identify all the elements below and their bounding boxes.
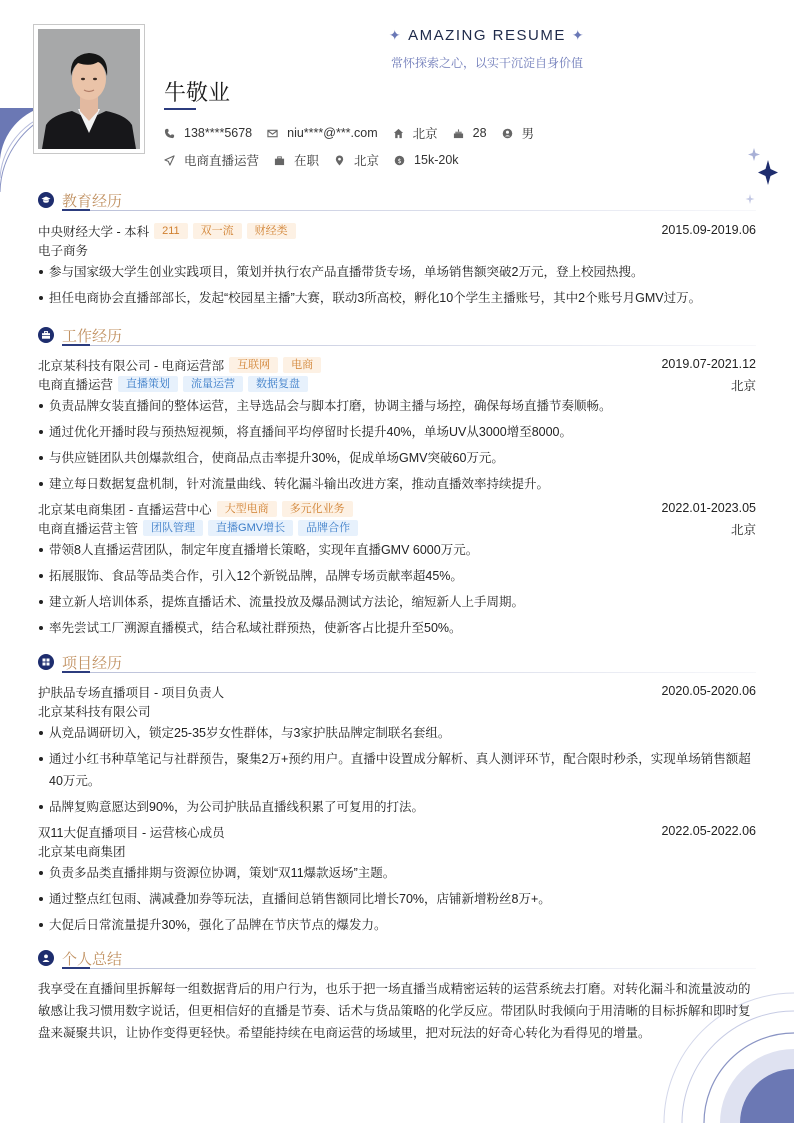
section-divider	[62, 345, 756, 346]
major: 电子商务	[38, 243, 89, 258]
email-info	[267, 126, 378, 140]
list-item: 担任电商协会直播部部长，发起“校园星主播”大赛，联动3所高校，孵化10个学生主播账号，其中2个账号月GMV过万。	[38, 287, 756, 309]
city-value: 北京	[412, 127, 438, 141]
job-title-info	[164, 151, 259, 169]
list-item: 参与国家级大学生创业实践项目，策划并执行农产品直播带货专场，单场销售额突破2万元，登上校园热搜。	[38, 261, 756, 283]
work-period: 2022.01-2023.05	[661, 501, 756, 515]
project-role: 护肤品专场直播项目 - 项目负责人	[38, 685, 225, 700]
work-bullets	[38, 395, 756, 495]
list-item: 品牌复购意愿达到90%，为公司护肤品直播线积累了可复用的打法。	[38, 796, 756, 818]
basic-info-row-2	[164, 151, 474, 169]
target-city-value: 北京	[354, 154, 380, 168]
graduation-cap-icon	[38, 192, 54, 208]
list-item: 带领8人直播运营团队，制定年度直播增长策略，实现年直播GMV 6000万元。	[38, 539, 756, 561]
work-period: 2019.07-2021.12	[661, 357, 756, 371]
age-info	[453, 126, 487, 140]
work-entry-heading	[38, 355, 756, 374]
email-value: niu****@***.com	[287, 126, 378, 140]
work-entry	[38, 355, 756, 495]
education-bullets	[38, 261, 756, 309]
svg-text:$: $	[397, 156, 402, 165]
project-org: 北京某电商集团	[38, 844, 126, 859]
status-info	[274, 151, 319, 169]
project-entry-heading	[38, 822, 756, 841]
project-entry	[38, 822, 756, 936]
gender-info	[502, 124, 535, 142]
list-item: 大促后日常流量提升30%，强化了品牌在节庆节点的爆发力。	[38, 914, 756, 936]
list-item: 建立新人培训体系，提炼直播话术、流量投放及爆品测试方法论，缩短新人上手周期。	[38, 591, 756, 613]
skill-tag: 直播策划	[118, 376, 178, 392]
candidate-name: 牛敬业	[164, 80, 231, 105]
project-entry	[38, 682, 756, 818]
skill-tag: 品牌合作	[298, 520, 358, 536]
work-bullets	[38, 539, 756, 639]
project-role: 双11大促直播项目 - 运营核心成员	[38, 825, 225, 840]
list-item: 率先尝试工厂溯源直播模式，结合私域社群预热，使新客占比提升至50%。	[38, 617, 756, 639]
list-item: 建立每日数据复盘机制，针对流量曲线、转化漏斗输出改进方案，推动直播效率持续提升。	[38, 473, 756, 495]
summary-text: 我享受在直播间里拆解每一组数据背后的用户行为，也乐于把一场直播当成精密运转的运营系统去打磨。对转化漏斗和流量波动的敏感让我习惯用数字说话，但更相信好的直播是节奏、话术与货品策略的化学反应。带团队时我倾向于用清晰的目标拆解和即时复盘来凝聚共识，让协作变得更轻快。希望能持续在电商运营的场域里，把对玩法的好奇心转化为看得见的增量。	[38, 982, 751, 1040]
work-location: 北京	[730, 523, 756, 537]
work-entry-heading	[38, 499, 756, 518]
education-entry-heading	[38, 221, 756, 240]
education-section	[38, 188, 756, 313]
list-item: 负责品牌女装直播间的整体运营，主导选品会与脚本打磨，协调主播与场控，确保每场直播节奏顺畅。	[38, 395, 756, 417]
project-bullets	[38, 862, 756, 936]
money-icon	[394, 155, 405, 166]
gender-value: 男	[521, 127, 535, 141]
education-section-title: 教育经历	[62, 192, 123, 210]
mail-icon	[267, 128, 278, 139]
salary-info	[394, 153, 458, 167]
home-icon	[393, 128, 404, 139]
user-icon	[38, 950, 54, 966]
age-value: 28	[472, 126, 487, 140]
slogan-title-text: AMAZING RESUME	[408, 27, 566, 44]
list-item: 从竞品调研切入，锁定25-35岁女性群体，与3家护肤品牌定制联名套组。	[38, 722, 756, 744]
section-divider	[62, 968, 756, 969]
company-dept: 北京某电商集团 - 直播运营中心	[38, 502, 212, 517]
profile-photo-frame	[33, 24, 145, 154]
phone-info	[164, 126, 252, 140]
list-item: 通过小红书种草笔记与社群预告，聚集2万+预约用户。直播中设置成分解析、真人测评环节，配合限时秒杀，实现单场销售额超40万元。	[38, 748, 756, 792]
project-org: 北京某科技有限公司	[38, 704, 151, 719]
work-position-row	[38, 374, 756, 393]
summary-section-header	[38, 946, 756, 970]
project-period: 2020.05-2020.06	[661, 684, 756, 698]
section-divider	[62, 210, 756, 211]
work-section	[38, 323, 756, 643]
company-dept: 北京某科技有限公司 - 电商运营部	[38, 358, 225, 373]
project-period: 2022.05-2022.06	[661, 824, 756, 838]
section-divider	[62, 672, 756, 673]
list-item: 通过优化开播时段与预热短视频，将直播间平均停留时长提升40%，单场UV从3000增至8000。	[38, 421, 756, 443]
company-tag: 互联网	[229, 357, 278, 373]
school-tag: 双一流	[193, 223, 242, 239]
job-title-value: 电商直播运营	[184, 154, 260, 168]
project-org-row	[38, 841, 756, 860]
work-entry	[38, 499, 756, 639]
project-bullets	[38, 722, 756, 818]
person-portrait-icon	[38, 29, 140, 149]
sparkle-icon: ✦	[388, 27, 403, 43]
section-divider-accent	[62, 967, 90, 969]
sparkle-icon: ✦	[571, 27, 586, 43]
company-tag: 电商	[283, 357, 321, 373]
slogan-title	[180, 27, 794, 44]
city-info	[393, 124, 438, 142]
list-item: 通过整点红包雨、满减叠加券等玩法，直播间总销售额同比增长70%，店铺新增粉丝8万+。	[38, 888, 756, 910]
list-item: 与供应链团队共创爆款组合，使商品点击率提升30%，促成单场GMV突破60万元。	[38, 447, 756, 469]
position: 电商直播运营主管	[38, 521, 139, 536]
target-city-info	[334, 151, 379, 169]
skill-tag: 数据复盘	[248, 376, 308, 392]
phone-value: 138****5678	[184, 126, 253, 140]
skill-tag: 直播GMV增长	[208, 520, 293, 536]
project-org-row	[38, 701, 756, 720]
projects-section-title: 项目经历	[62, 654, 123, 672]
basic-info-row-1	[164, 124, 549, 142]
salary-value: 15k-20k	[414, 153, 459, 167]
name-underline	[164, 108, 196, 110]
skill-tag: 团队管理	[143, 520, 203, 536]
slogan-subtitle: 常怀探索之心，以实干沉淀自身价值	[390, 56, 583, 70]
position: 电商直播运营	[38, 377, 114, 392]
briefcase-icon	[38, 327, 54, 343]
grid-icon	[38, 654, 54, 670]
work-location: 北京	[730, 379, 756, 393]
cake-icon	[453, 128, 464, 139]
briefcase-icon	[274, 155, 285, 166]
school-tag: 财经类	[247, 223, 296, 239]
work-section-header	[38, 323, 756, 347]
work-section-title: 工作经历	[62, 327, 123, 345]
summary-section	[38, 946, 756, 1044]
projects-section-header	[38, 650, 756, 674]
education-section-header	[38, 188, 756, 212]
projects-section	[38, 650, 756, 940]
phone-icon	[164, 128, 175, 139]
school-tag: 211	[154, 223, 188, 239]
company-tag: 多元化业务	[282, 501, 353, 517]
work-position-row	[38, 518, 756, 537]
section-divider-accent	[62, 344, 90, 346]
education-entry	[38, 221, 756, 309]
section-divider-accent	[62, 209, 90, 211]
section-divider-accent	[62, 671, 90, 673]
list-item: 拓展服饰、食品等品类合作，引入12个新锐品牌，品牌专场贡献率超45%。	[38, 565, 756, 587]
user-circle-icon	[502, 128, 513, 139]
profile-photo	[38, 29, 140, 149]
list-item: 负责多品类直播排期与资源位协调，策划“双11爆款返场”主题。	[38, 862, 756, 884]
education-major-row	[38, 240, 756, 259]
education-period: 2015.09-2019.06	[661, 223, 756, 237]
location-pin-icon	[334, 155, 345, 166]
status-value: 在职	[294, 154, 320, 168]
skill-tag: 流量运营	[183, 376, 243, 392]
send-icon	[164, 155, 175, 166]
company-tag: 大型电商	[217, 501, 277, 517]
project-entry-heading	[38, 682, 756, 701]
school-degree: 中央财经大学 - 本科	[38, 224, 150, 239]
summary-section-title: 个人总结	[62, 950, 123, 968]
